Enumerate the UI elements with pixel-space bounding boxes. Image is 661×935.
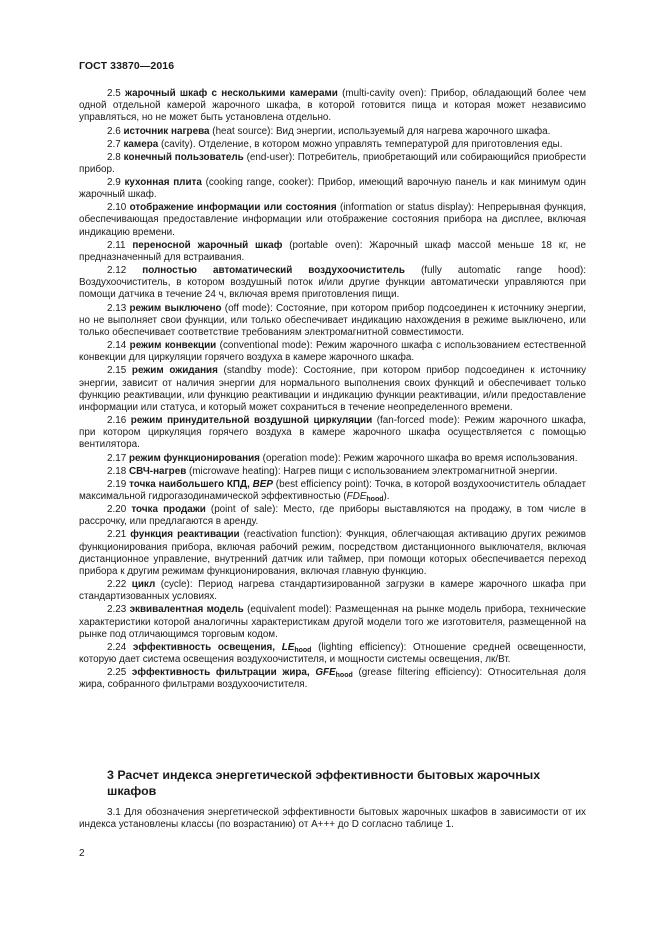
page-number: 2 [79, 848, 85, 859]
definition-term: режим функционирования [128, 452, 260, 464]
definition-text: (cycle): Период нагрева стандартизированной загрузки в камере жарочного шкафа при стандартизованных условиях. [79, 579, 586, 603]
definition-text: (conventional mode): Режим жарочного шкафа с использованием естественной конвекции для циркуляции горячего воздуха в камере жарочного шкафа. [79, 340, 586, 364]
definition-number: 2.12 [107, 265, 127, 277]
definition-text: (point of sale): Место, где приборы выставляются на продажу, в том числе в рассрочку, или предлагаются в аренду. [79, 504, 586, 528]
section-heading: 3 Расчет индекса энергетической эффективности бытовых жарочных шкафов [107, 768, 541, 798]
definition-number: 2.19 [107, 478, 127, 490]
definition-number: 2.11 [107, 239, 126, 251]
definition-term: режим выключено [129, 302, 222, 314]
definition-symbol-subscript: hood [294, 646, 312, 654]
definition-term: камера [123, 138, 159, 150]
definition-term: точка наибольшего КПД, [129, 478, 253, 490]
definition-number: 2.10 [107, 202, 127, 214]
definition-text: (equivalent model): Размещенная на рынке модель прибора, технические характеристики которой аналогичны характеристикам другой модели того же изготовителя, размещенной на рынке под отличающимся торговым кодом. [79, 604, 586, 640]
definition-term: режим ожидания [131, 365, 218, 377]
definition-paragraph [79, 466, 586, 478]
definition-text: (fan-forced mode): Режим жарочного шкафа, при котором циркуляция горячего воздуха в камере жарочного шкафа осуществляется с помощью вентилятора. [79, 415, 586, 451]
definition-paragraph [79, 139, 586, 151]
definition-number: 2.5 [107, 88, 121, 99]
definition-paragraph [79, 265, 586, 302]
definition-paragraph [79, 365, 586, 414]
definition-note-subscript: hood [366, 495, 384, 503]
definition-term: СВЧ-нагрев [128, 465, 187, 477]
definition-term: конечный пользователь [123, 151, 244, 163]
definition-term: эквивалентная модель [129, 604, 244, 616]
definition-paragraph [79, 667, 586, 691]
definition-number: 2.9 [107, 176, 121, 188]
definition-text: (fully automatic range hood): Воздухоочиститель, в котором воздушный поток и/или другие функции автоматически управляются при помощи датчика в течение 24 ч, включая время приготовления пищи. [79, 265, 586, 301]
definition-term: эффективность освещения, [132, 641, 282, 653]
definition-paragraph [79, 604, 586, 641]
definition-text: (reactivation function): Функция, облегчающая активацию других режимов функционирования прибора, включая рабочий режим, посредством дистанционного выключателя, включая дистанционное управление, внутренний датчик или таймер, при помощи которых обеспечивается переход прибора к другим режимам функционирования, включая главную функцию. [79, 529, 586, 577]
definition-number: 2.17 [107, 452, 127, 464]
definition-paragraph [79, 479, 586, 503]
definition-term: режим конвекции [129, 340, 217, 352]
definition-term: функция реактивации [130, 529, 240, 541]
definition-number: 2.8 [107, 151, 121, 163]
definition-term: переносной жарочный шкаф [132, 239, 283, 251]
definition-term: жарочный шкаф с несколькими камерами [125, 88, 338, 99]
definition-number: 2.6 [107, 125, 121, 137]
definition-paragraph [79, 529, 586, 578]
definition-text: (heat source): Вид энергии, используемый для нагрева жарочного шкафа. [209, 125, 551, 137]
definition-text: (multi-cavity oven): Прибор, обладающий более чем одной отдельной камерой жарочного шкафа, в которой готовится пища и которая может независимо управляться, но не может быть установлена отдельно. [79, 88, 586, 124]
definition-text: (best efficiency point): Точка, в которой воздухоочиститель обладает максимальной гидрогазодинамической эффективностью ( [79, 478, 586, 502]
definition-paragraph [79, 126, 586, 138]
definition-paragraph [79, 579, 586, 603]
definition-number: 2.25 [107, 667, 127, 679]
standard-header: ГОСТ 33870—2016 [79, 60, 175, 72]
definition-term: кухонная плита [124, 176, 202, 188]
definition-term: эффективность фильтрации жира, [131, 667, 316, 679]
definition-number: 2.16 [107, 415, 127, 427]
definition-text: (lighting efficiency): Отношение средней освещенности, которую дает система освещения воздухоочистителя, и мощности системы освещения, лк/Вт. [79, 641, 587, 666]
definition-symbol-subscript: hood [335, 672, 353, 680]
definition-paragraph [79, 202, 586, 239]
definition-paragraph [79, 453, 586, 465]
definition-paragraph [79, 240, 586, 264]
definition-symbol: LE [281, 641, 295, 653]
definition-paragraph [79, 340, 586, 364]
definition-term: режим принудительной воздушной циркуляции [130, 415, 373, 427]
definition-symbol: BEP [252, 478, 273, 490]
definition-text: (portable oven): Жарочный шкаф массой меньше 18 кг, не предназначенный для встраивания. [79, 239, 586, 263]
definition-number: 2.24 [107, 641, 127, 653]
definition-note-symbol: FDE [346, 490, 367, 502]
definition-tail: ). [383, 490, 390, 502]
definition-paragraph [79, 177, 586, 201]
definition-text: (grease filtering efficiency): Относительная доля жира, собранного фильтрами воздухоочистителя. [79, 667, 587, 691]
definition-paragraph [79, 152, 586, 176]
definition-text: (cooking range, cooker): Прибор, имеющий варочную панель и как минимум один жарочный шкаф. [79, 176, 586, 201]
definition-text: (microwave heating): Нагрев пищи с использованием электромагнитной энергии. [186, 465, 558, 477]
definition-paragraph [79, 642, 586, 666]
definition-text: (standby mode): Состояние, при котором прибор подсоединен к источнику энергии, зависит от наличия энергии для нормального выполнения своих функций и обеспечивает только функцию реактивации, или функцию реактивации и индикацию функции реактивации, и/или предоставление информации или статуса, и который может сохраниться в течение неопределенного времени. [79, 365, 587, 413]
definition-number: 2.13 [107, 302, 127, 314]
definition-number: 2.22 [107, 579, 127, 591]
definition-number: 2.20 [107, 504, 127, 516]
definition-text: (off mode): Состояние, при котором прибор подсоединен к источнику энергии, но не выполняет свои функции, или только обеспечивает индикацию нахождения в режиме выключено, или только обеспечивает соответствие требованиям электромагнитной совместимости. [79, 302, 586, 338]
definition-paragraph [79, 504, 586, 528]
definition-term: цикл [131, 579, 156, 591]
definition-text: (cavity). Отделение, в котором можно управлять температурой для приготовления еды. [158, 138, 563, 150]
definition-term: полностью автоматический воздухоочиститель [142, 265, 405, 277]
definition-number: 2.18 [107, 465, 127, 477]
definition-text: (operation mode): Режим жарочного шкафа во время использования. [259, 452, 578, 464]
definition-number: 2.14 [107, 340, 127, 352]
definition-term: точка продажи [131, 504, 206, 516]
definition-text: (end-user): Потребитель, приобретающий или собирающийся приобрести прибор. [79, 151, 586, 175]
definition-term: источник нагрева [123, 125, 210, 137]
definition-term: отображение информации или состояния [129, 202, 337, 214]
definition-paragraph [79, 88, 586, 125]
definition-paragraph [79, 415, 586, 452]
definition-number: 2.15 [107, 365, 127, 377]
section-paragraph: 3.1 Для обозначения энергетической эффективности бытовых жарочных шкафов в зависимости от их индекса установлены классы (по возрастанию) от A+++ до D согласно таблице 1. [79, 807, 586, 831]
definition-paragraph [79, 303, 586, 340]
definition-text: (information or status display): Непрерывная функция, обеспечивающая предоставление информации или отображение состояния прибора на дисплее, включая индикацию времени. [79, 202, 586, 238]
definition-number: 2.21 [107, 529, 127, 541]
definition-symbol: GFE [315, 667, 336, 679]
definitions-list [79, 88, 586, 692]
definition-number: 2.23 [107, 604, 127, 616]
definition-number: 2.7 [107, 138, 121, 150]
